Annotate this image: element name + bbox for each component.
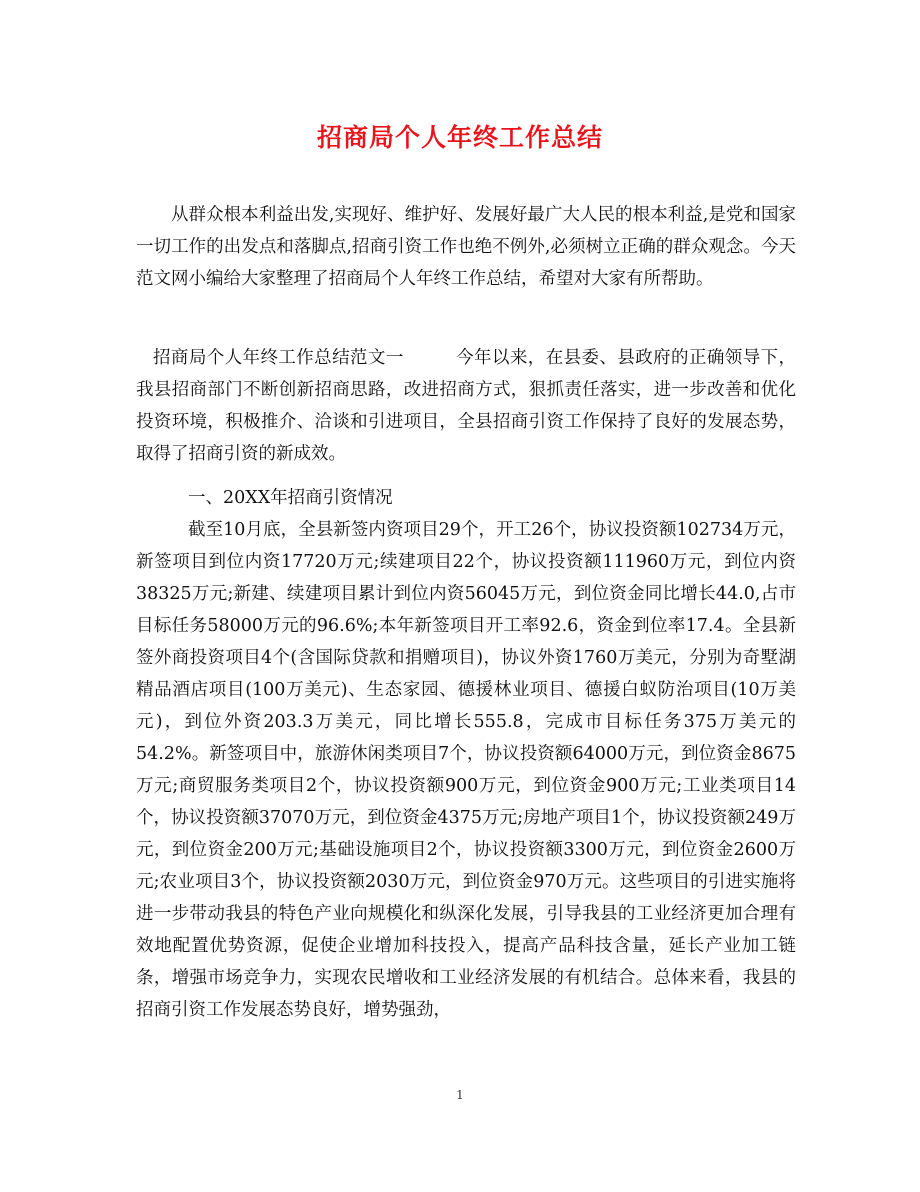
document-title: 招商局个人年终工作总结 xyxy=(316,123,603,152)
intro-paragraph: 从群众根本利益出发,实现好、维护好、发展好最广大人民的根本利益,是党和国家一切工作的出发点和落脚点,招商引资工作也绝不例外,必须树立正确的群众观念。今天范文网小编给大家整理了招商局个人年终工作总结，希望对大家有所帮助。 xyxy=(136,205,796,289)
body-paragraph-1: 截至10月底，全县新签内资项目29个，开工26个，协议投资额102734万元，新签项目到位内资17720万元;续建项目22个，协议投资额111960万元，到位内资38325万元;新建、续建项目累计到位内资56045万元，到位资金同比增长44.0,占市目标任务58000万元的96.6%;本年新签项目开工率92.6，资金到位率17.4。全县新签外商投资项目4个(含国际贷款和捐赠项目)，协议外资1760万美元，分别为奇墅湖精品酒店项目(100万美元)、生态家园、德援林业项目、德援白蚁防治项目(10万美元)，到位外资203.3万美元，同比增长555.8，完成市目标任务375万美元的54.2%。新签项目中，旅游休闲类项目7个，协议投资额64000万元，到位资金8675万元;商贸服务类项目2个，协议投资额900万元，到位资金900万元;工业类项目14个，协议投资额37070万元，到位资金4375万元;房地产项目1个，协议投资额249万元，到位资金200万元;基础设施项目2个，协议投资额3300万元，到位资金2600万元;农业项目3个，协议投资额2030万元，到位资金970万元。这些项目的引进实施将进一步带动我县的特色产业向规模化和纵深化发展，引导我县的工业经济更加合理有效地配置优势资源，促使企业增加科技投入，提高产品科技含量，延长产业加工链条，增强市场竞争力，实现农民增收和工业经济发展的有机结合。总体来看，我县的招商引资工作发展态势良好，增势强劲， xyxy=(136,520,796,1020)
section-paragraph xyxy=(136,342,796,470)
page-number: 1 xyxy=(456,1088,464,1102)
section-body-text: 今年以来，在县委、县政府的正确领导下，我县招商部门不断创新招商思路，改进招商方式，狠抓责任落实，进一步改善和优化投资环境，积极推介、洽谈和引进项目，全县招商引资工作保持了良好的发展态势，取得了招商引资的新成效。 xyxy=(136,348,797,464)
section-lead-title: 招商局个人年终工作总结范文一 xyxy=(153,348,404,368)
section-heading-1: 一、20XX年招商引资情况 xyxy=(188,488,393,508)
